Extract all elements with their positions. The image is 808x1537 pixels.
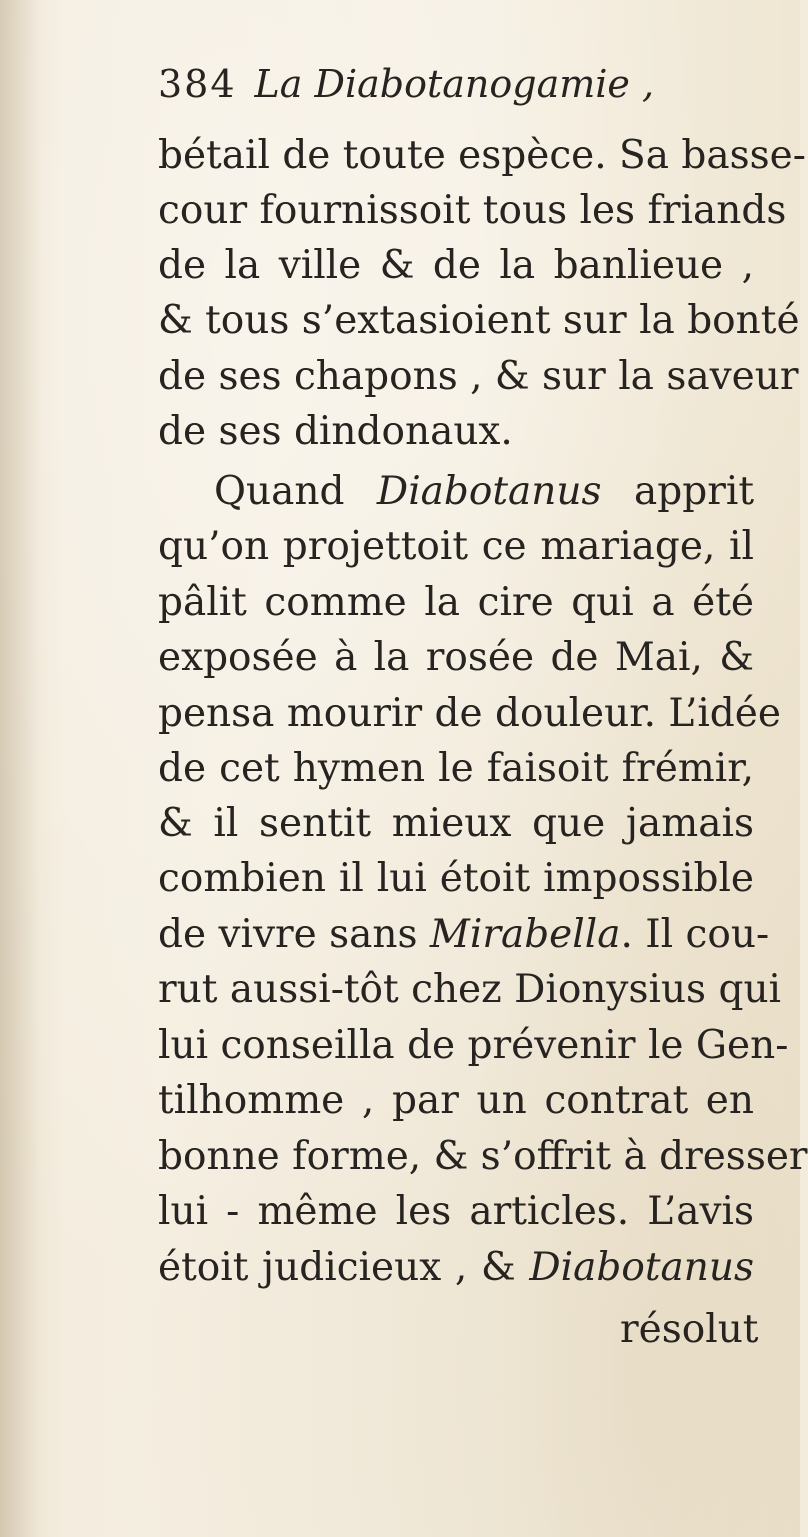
italic-name: Diabotanus bbox=[529, 1245, 754, 1290]
catchword: résolut bbox=[620, 1307, 759, 1352]
text-line-20: lui - même les articles. L’avis bbox=[158, 1189, 754, 1234]
text-line-16: rut aussi-tôt chez Dionysius qui bbox=[158, 967, 782, 1012]
page-header bbox=[158, 62, 654, 106]
text-line-4: & tous s’extasioient sur la bonté bbox=[158, 298, 800, 343]
text-line-5: de ses chapons , & sur la saveur bbox=[158, 354, 799, 399]
text-line-12: de cet hymen le faisoit frémir, bbox=[158, 746, 754, 791]
text-line-18: tilhomme , par un contrat en bbox=[158, 1078, 754, 1123]
italic-name: Mirabella bbox=[429, 912, 621, 957]
text-line-3: de la ville & de la banlieue , bbox=[158, 243, 754, 288]
text-line-1: bétail de toute espèce. Sa basse- bbox=[158, 133, 806, 178]
text-line-7: Quand Diabotanus apprit bbox=[214, 469, 755, 514]
italic-name: Diabotanus bbox=[376, 469, 602, 514]
text-line-9: pâlit comme la cire qui a été bbox=[158, 580, 754, 625]
text-line-19: bonne forme, & s’offrit à dresser bbox=[158, 1134, 808, 1179]
text-line-15: de vivre sans Mirabella. Il cou- bbox=[158, 912, 770, 957]
text-line-14: combien il lui étoit impossible bbox=[158, 856, 754, 901]
text-line-21: étoit judicieux , & Diabotanus bbox=[158, 1245, 754, 1290]
page-gutter-shadow bbox=[0, 0, 40, 1537]
running-title: La Diabotanogamie , bbox=[254, 62, 655, 106]
text-line-11: pensa mourir de douleur. L’idée bbox=[158, 691, 781, 736]
page-number: 384 bbox=[158, 62, 237, 106]
text-line-6: de ses dindonaux. bbox=[158, 409, 513, 454]
text-line-8: qu’on projettoit ce mariage, il bbox=[158, 524, 754, 569]
text-line-10: exposée à la rosée de Mai, & bbox=[158, 635, 754, 680]
text-line-2: cour fournissoit tous les friands bbox=[158, 188, 787, 233]
text-line-17: lui conseilla de prévenir le Gen- bbox=[158, 1023, 789, 1068]
text-line-13: & il sentit mieux que jamais bbox=[158, 801, 754, 846]
